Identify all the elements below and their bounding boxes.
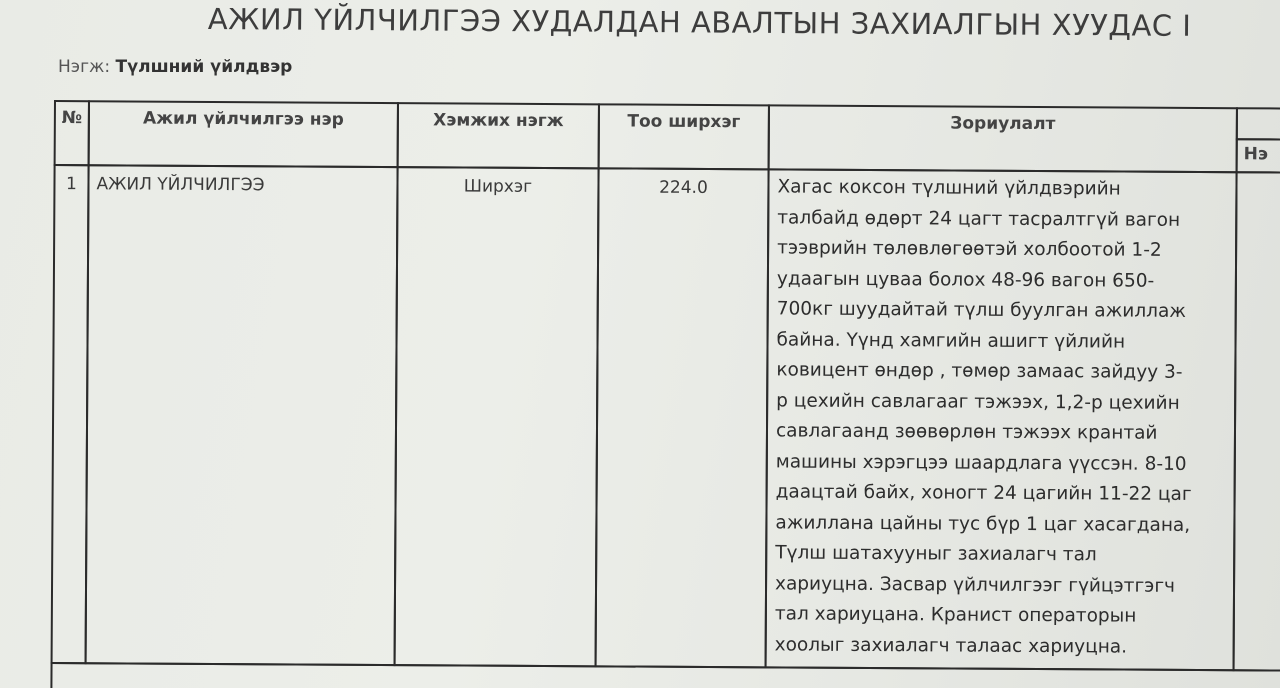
header-quantity: Тоо ширхэг bbox=[598, 103, 770, 170]
row1-service-name: АЖИЛ ҮЙЛЧИЛГЭЭ bbox=[85, 164, 399, 666]
row1-measure-unit: Ширхэг bbox=[394, 166, 600, 667]
row1-number: 1 bbox=[51, 164, 90, 664]
header-measure-unit: Хэмжих нэгж bbox=[397, 102, 600, 169]
unit-line bbox=[58, 57, 292, 77]
row1-next-column bbox=[1233, 171, 1280, 671]
row1-purpose: Хагас коксон түлшний үйлдвэрийн талбайд өдөрт 24 цагт тасралтгүй вагон тээврийн төлөвлөгөөтэй холбоотой 1-2 удаагын цуваа болох 48-96 вагон 650- 700кг шуудайтай түлш буулган ажиллаж байна. Үүнд хамгийн ашигт үйлийн ковицент өндөр , төмөр замаас зайдуу 3- р цехийн савлагааг тэжээх, 1,2-р цехийн савлагаанд зөөвөрлөн тэжээх крантай машины хэрэгцээ шаардлага үүссэн. 8-10 даацтай байх, хоногт 24 цагийн 11-22 цаг ажиллана цайны тус бүр 1 цаг хасагдана, Түлш шатахууныг захиалагч тал хариуцна. Засвар үйлчилгээг гүйцэтгэгч тал хариуцана. Кранист операторын хоолыг захиалагч талаас хариуцна. bbox=[774, 176, 1192, 658]
header-service-name: Ажил үйлчилгээ нэр bbox=[88, 100, 399, 168]
header-extra-top bbox=[1236, 107, 1280, 140]
document-title: АЖИЛ ҮЙЛЧИЛГЭЭ ХУДАЛДАН АВАЛТЫН ЗАХИАЛГЫН ХУУДАС I bbox=[207, 2, 1192, 43]
header-purpose: Зориулалт bbox=[768, 104, 1238, 173]
unit-label: Нэгж: bbox=[58, 57, 111, 77]
row1-quantity: 224.0 bbox=[595, 167, 770, 668]
unit-value: Түлшний үйлдвэр bbox=[115, 57, 293, 77]
order-table bbox=[50, 100, 1280, 688]
header-number: № bbox=[54, 100, 90, 166]
row1-purpose-cell bbox=[765, 168, 1238, 671]
header-next-column: Нэ bbox=[1236, 138, 1280, 173]
